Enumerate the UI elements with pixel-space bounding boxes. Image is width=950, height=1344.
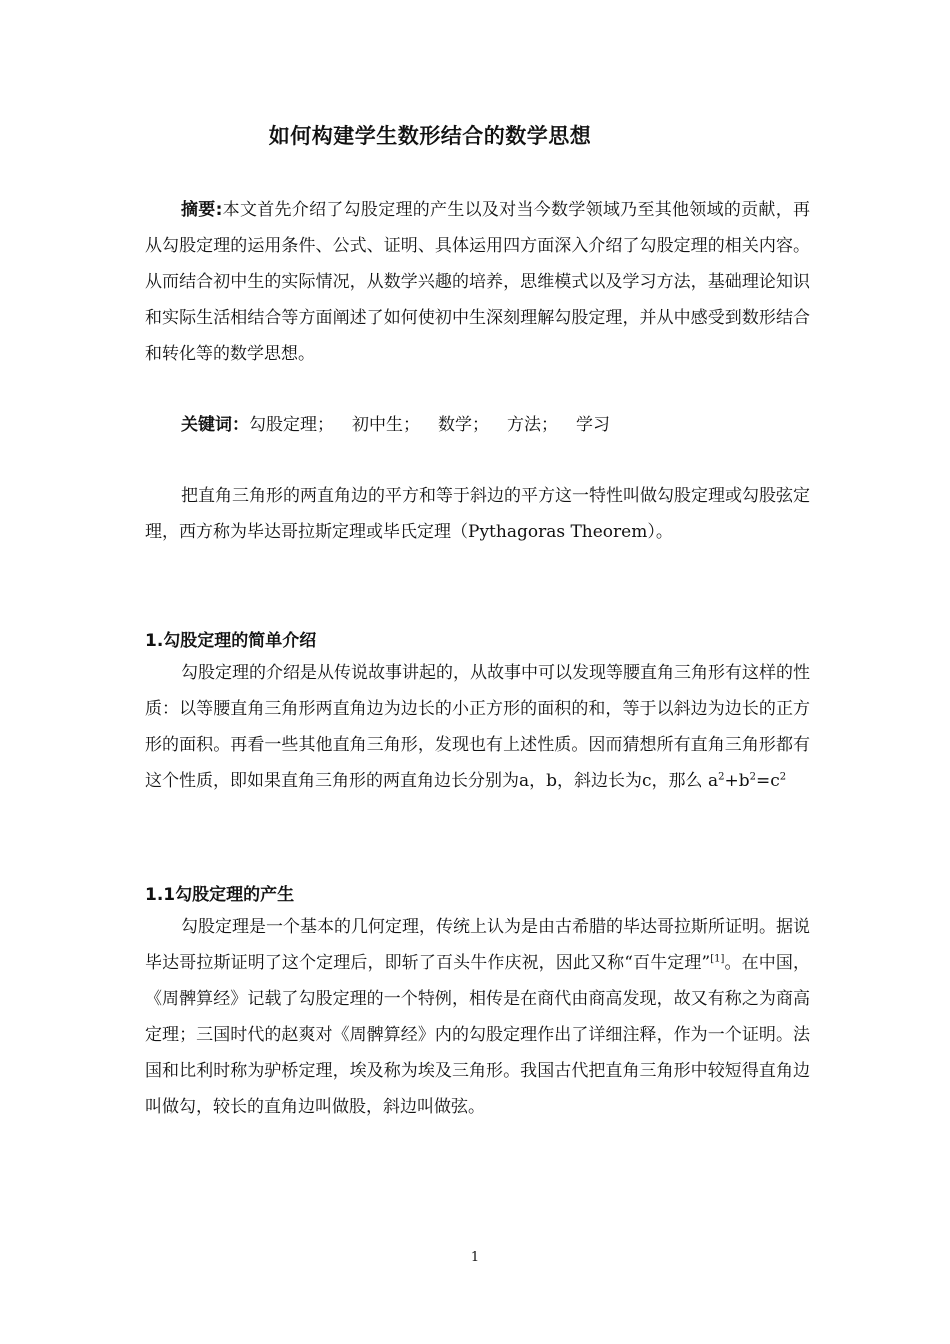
keyword-item: 初中生； <box>352 415 420 435</box>
keywords-line <box>145 407 810 443</box>
page-title: 如何构建学生数形结合的数学思想 <box>268 124 592 148</box>
keyword-item: 勾股定理； <box>249 415 334 435</box>
keyword-item: 数学； <box>438 415 489 435</box>
keyword-item: 方法； <box>507 415 558 435</box>
page-number: 1 <box>470 1250 480 1265</box>
section-1-1-paragraph <box>145 909 810 1125</box>
keywords-label: 关键词： <box>181 415 249 435</box>
section-1-1-text-cont: 。在中国，《周髀算经》记载了勾股定理的一个特例，相传是在商代由商高发现，故又有称之为商高定理；三国时代的赵爽对《周髀算经》内的勾股定理作出了详细注释，作为一个证明。法国和比利时称为驴桥定理，埃及称为埃及三角形。我国古代把直角三角形中较短得直角边叫做勾，较长的直角边叫做股，斜边叫做弦。 <box>145 953 810 1117</box>
section-1-paragraph <box>145 655 810 799</box>
abstract-paragraph <box>145 192 810 372</box>
section-1-heading: 1.勾股定理的简单介绍 <box>145 631 317 651</box>
intro-paragraph: 把直角三角形的两直角边的平方和等于斜边的平方这一特性叫做勾股定理或勾股弦定理，西方称为毕达哥拉斯定理或毕氏定理（Pythagoras Theorem）。 <box>145 486 810 542</box>
abstract-label: 摘要: <box>181 200 223 220</box>
pythagorean-formula: $a^2+b^2=c^2$ <box>707 771 787 791</box>
abstract-text: 本文首先介绍了勾股定理的产生以及对当今数学领域乃至其他领域的贡献，再从勾股定理的运用条件、公式、证明、具体运用四方面深入介绍了勾股定理的相关内容。从而结合初中生的实际情况，从数学兴趣的培养，思维模式以及学习方法，基础理论知识和实际生活相结合等方面阐述了如何使初中生深刻理解勾股定理，并从中感受到数形结合和转化等的数学思想。 <box>145 200 810 364</box>
section-1-1-heading: 1.1勾股定理的产生 <box>145 885 295 905</box>
keyword-item: 学习 <box>576 415 610 435</box>
section-1-text: 勾股定理的介绍是从传说故事讲起的，从故事中可以发现等腰直角三角形有这样的性质：以等腰直角三角形两直角边为边长的小正方形的面积的和，等于以斜边为边长的正方形的面积。再看一些其他直角三角形，发现也有上述性质。因而猜想所有直角三角形都有这个性质，即如果直角三角形的两直角边长分别为a，b，斜边长为c，那么 <box>145 663 810 791</box>
section-1-1-text: 勾股定理是一个基本的几何定理，传统上认为是由古希腊的毕达哥拉斯所证明。据说毕达哥拉斯证明了这个定理后，即斩了百头牛作庆祝，因此又称“百牛定理” <box>145 917 810 973</box>
citation-ref: [1] <box>710 953 725 965</box>
